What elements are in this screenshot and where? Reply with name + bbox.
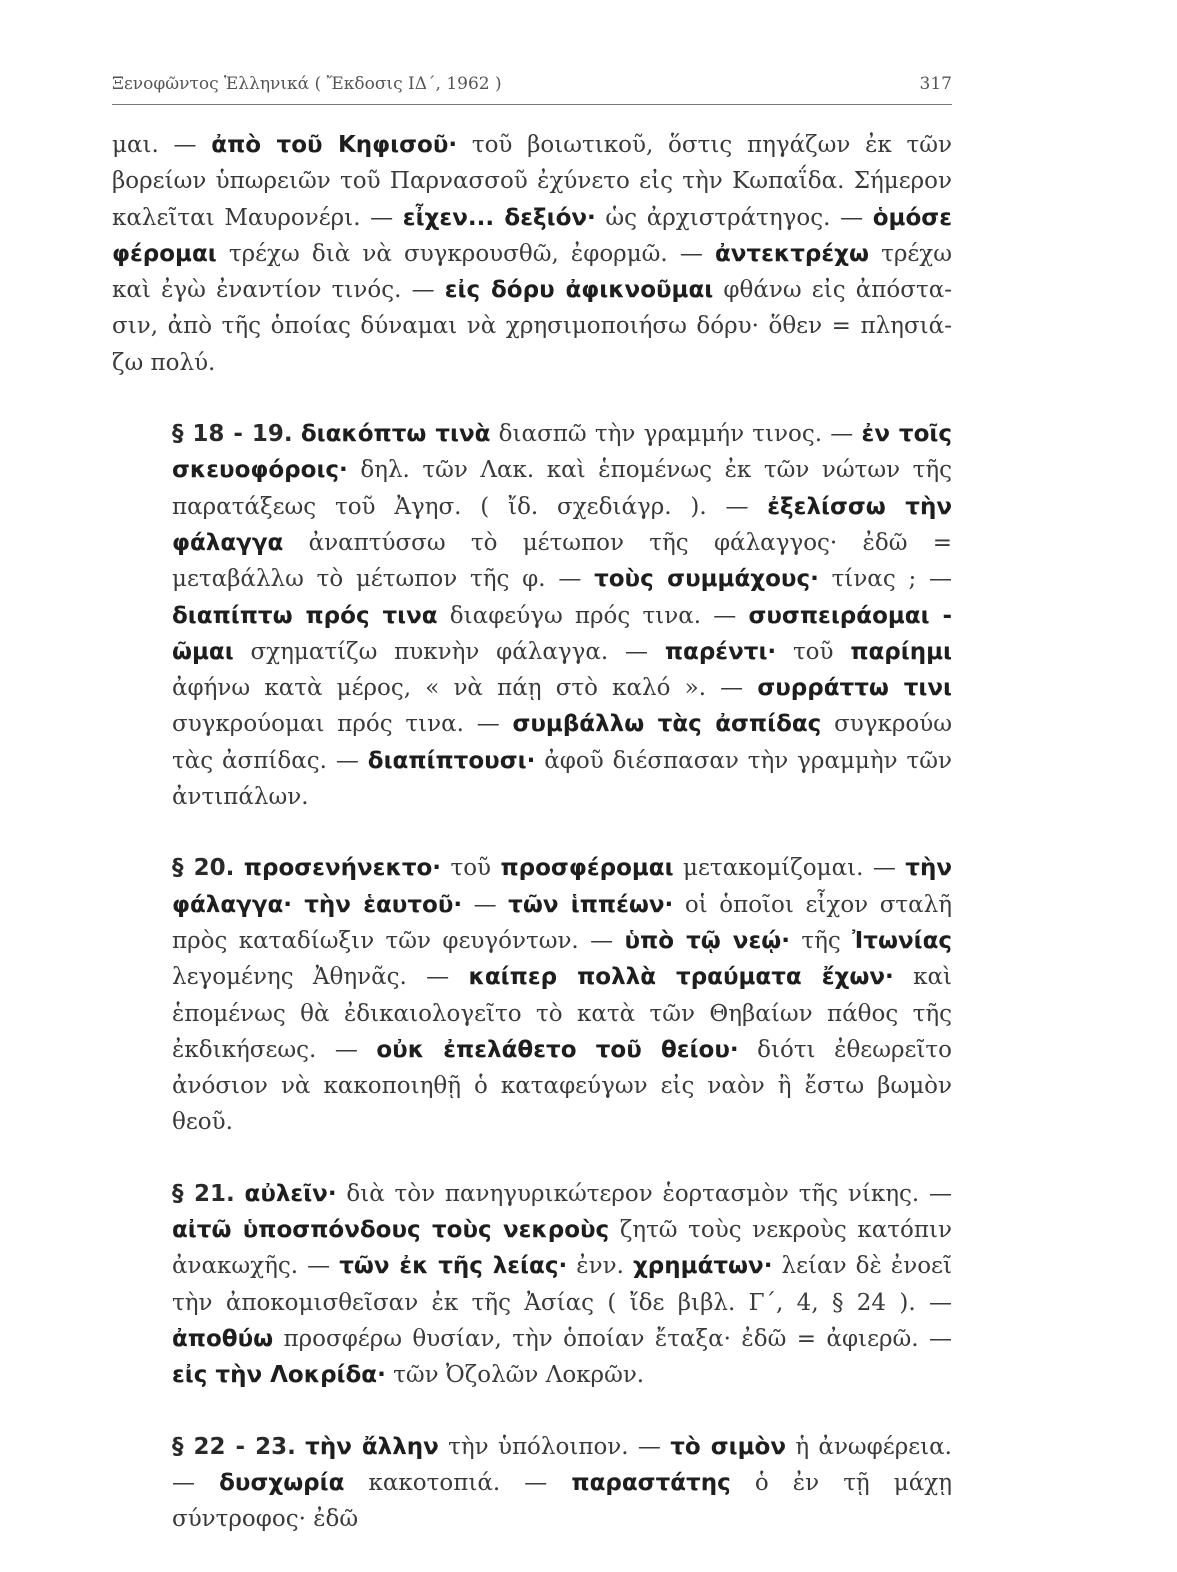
gloss-text: σχηματίζω πυκνὴν φάλαγγα. — (233, 638, 665, 665)
lemma-term: τὸ σιμὸν (670, 1433, 786, 1460)
lemma-term: διαπίπτω πρός τινα (172, 602, 438, 629)
gloss-text: ἀναπτύσσω τὸ μέτωπον τῆς φάλαγγος· ἐδῶ = μεταβάλλω τὸ μέτωπον τῆς φ. — (172, 529, 952, 593)
lemma-term: τῶν ἐκ τῆς λείας· (339, 1253, 568, 1280)
lemma-term: εἶχεν... δεξιόν· (402, 204, 596, 231)
gloss-text: τοῦ (776, 638, 851, 665)
commentary-paragraph (112, 850, 952, 1140)
lemma-term: παραστάτης (571, 1469, 731, 1496)
lemma-term: αἰτῶ ὑποσπόνδους τοὺς νεκροὺς (172, 1217, 610, 1244)
lemma-term: Ἰτωνίας (852, 927, 953, 954)
gloss-text: προσφέρω θυσίαν, τὴν ὁποίαν ἔταξα· ἐδῶ = ἀφιερῶ. — (273, 1325, 952, 1352)
lemma-term: εἰς τὴν Λοκρίδα· (172, 1362, 386, 1389)
gloss-text: δηλ. τῶν Λακ. καὶ ἑπομένως ἐκ τῶν νώτων τῆς παρατάξεως τοῦ Ἀγησ. ( ἴδ. σχεδιάγρ. ). — (172, 457, 952, 520)
gloss-text: ἐνν. (567, 1253, 633, 1280)
lemma-term: παρέντι· (664, 638, 777, 665)
section-number: § 20. (172, 855, 235, 882)
lemma-term: ὑπὸ τῷ νεῴ· (624, 927, 791, 954)
lemma-term: συσπειράομαι - ῶμαι (172, 602, 953, 665)
gloss-text: κακοτοπιά. — (344, 1469, 572, 1496)
commentary-paragraph (112, 1176, 952, 1394)
commentary-paragraph (112, 1429, 952, 1538)
running-header (112, 74, 952, 105)
page-body (112, 127, 952, 1537)
gloss-text: τὴν ὑπόλοιπον. — (438, 1433, 671, 1460)
commentary-paragraph (112, 127, 952, 381)
lemma-term: συρράττω τινι (757, 675, 952, 702)
lemma-term: αὐλεῖν· (244, 1180, 337, 1207)
gloss-text: φθάνω εἰς ἀπόστασιν, ἀπὸ τῆς ὁποίας δύναμαι νὰ χρησιμοποιήσω δόρυ· ὅθεν = πλησιάζω πολύ. (112, 277, 953, 376)
commentary-paragraph (112, 416, 952, 815)
gloss-text: λείαν δὲ ἐνοεῖ τὴν ἀποκομισθεῖσαν ἐκ τῆς Ἀσίας ( ἴδε βιβλ. Γ΄, 4, § 24 ). — (172, 1253, 952, 1316)
gloss-text: ἀφήνω κατὰ μέρος, « νὰ πάῃ στὸ καλό ». — (172, 675, 758, 702)
header-title: Ξενοφῶντος Ἑλληνικά ( Ἔκδοσις ΙΔ΄, 1962 ) (112, 74, 502, 94)
gloss-text: — (462, 891, 509, 918)
lemma-term: προσενήνεκτο· (243, 855, 442, 882)
gloss-text: ὁ ἐν τῇ μάχῃ σύντροφος· ἐδῶ (172, 1469, 952, 1533)
lemma-term: καίπερ πολλὰ τραύματα ἔχων· (468, 964, 894, 991)
gloss-text: διὰ τὸν πανηγυρικώτερον ἑορτασμὸν τῆς νίκης. — (336, 1180, 953, 1207)
lemma-term: τῶν ἱππέων· (508, 891, 674, 918)
gloss-text: τίνας ; — (818, 566, 952, 593)
lemma-term: τὴν φάλαγγα· τὴν ἑαυτοῦ· (172, 855, 952, 918)
lemma-term: οὐκ ἐπελάθετο τοῦ θείου· (376, 1036, 739, 1063)
gloss-text: καὶ ἑπομένως θὰ ἐδικαιολογεῖτο τὸ κατὰ τῶν Θηβαίων πάθος τῆς ἐκδικήσεως. — (172, 964, 953, 1063)
gloss-text: ἀφοῦ διέσπασαν τὴν γραμμὴν τῶν ἀντιπάλων. (172, 747, 952, 811)
book-page (112, 74, 952, 1572)
lemma-term: εἰς δόρυ ἀφικνοῦμαι (444, 277, 714, 304)
gloss-text: τοῦ (441, 855, 501, 882)
lemma-term: χρημάτων· (632, 1253, 773, 1280)
lemma-term: παρίημι (850, 638, 952, 665)
gloss-text: τῆς (790, 927, 853, 954)
lemma-term: ὁμόσε φέρομαι (112, 204, 952, 267)
lemma-term: προσφέρομαι (500, 855, 674, 882)
gloss-text: διότι ἐθεωρεῖτο ἀνόσιον νὰ κακοποιηθῇ ὁ καταφεύγων εἰς ναὸν ἢ ἔστω βωμὸν θεοῦ. (172, 1036, 952, 1136)
gloss-text: ζητῶ τοὺς νεκροὺς κατόπιν ἀνακωχῆς. — (172, 1217, 952, 1280)
gloss-text: διασπῶ τὴν γραμμήν τινος. — (490, 421, 862, 448)
gloss-text: συγκρούομαι πρός τινα. — (172, 711, 513, 738)
lemma-term: δυσχωρία (219, 1469, 345, 1496)
lemma-term: διαπίπτουσι· (367, 747, 536, 774)
lemma-term: ἐν τοῖς σκευοφόροις· (172, 421, 952, 484)
gloss-text: ὡς ἀρχιστράτηγος. — (595, 204, 873, 231)
gloss-text: λεγομένης Ἀθηνᾶς. — (172, 964, 469, 991)
section-number: § 21. (172, 1180, 235, 1207)
lemma-term: ἀντεκτρέχω (714, 240, 870, 267)
gloss-text: ἡ ἀνωφέρεια. — (172, 1433, 952, 1496)
gloss-text: μαι. — (112, 132, 212, 158)
lemma-term: τοὺς συμμάχους· (594, 566, 819, 593)
gloss-text: οἱ ὁποῖοι εἶχον σταλῆ πρὸς καταδίωξιν τῶν φευγόντων. — (172, 891, 953, 954)
gloss-text: μετακομίζομαι. — (673, 855, 906, 882)
lemma-term: διακόπτω τινὰ (300, 421, 491, 448)
lemma-term: ἐξελίσσω τὴν φάλαγγα (172, 493, 952, 556)
section-number: § 18 - 19. (172, 421, 293, 448)
lemma-term: συμβάλλω τὰς ἀσπίδας (512, 711, 822, 738)
gloss-text: τοῦ βοιωτικοῦ, ὅστις πηγάζων ἐκ τῶν βορείων ὑπωρειῶν τοῦ Παρνασσοῦ ἐχύνετο εἰς τὴν Κωπαΐδα. Σήμερον καλεῖται Μαυρονέρι. — (112, 132, 952, 231)
page-number: 317 (919, 74, 952, 94)
gloss-text: συγκρούω τὰς ἀσπίδας. — (172, 711, 952, 774)
gloss-text: διαφεύγω πρός τινα. — (437, 602, 749, 629)
gloss-text: τρέχω διὰ νὰ συγκρουσθῶ, ἐφορμῶ. — (216, 240, 715, 267)
gloss-text: τρέχω καὶ ἐγὼ ἐναντίον τινός. — (112, 240, 952, 304)
lemma-term: ἀποθύω (172, 1325, 274, 1352)
lemma-term: ἀπὸ τοῦ Κηφισοῦ· (211, 132, 458, 158)
lemma-term: τὴν ἄλλην (305, 1433, 439, 1460)
section-number: § 22 - 23. (172, 1433, 296, 1460)
gloss-text: τῶν Ὀζολῶν Λοκρῶν. (385, 1362, 645, 1389)
